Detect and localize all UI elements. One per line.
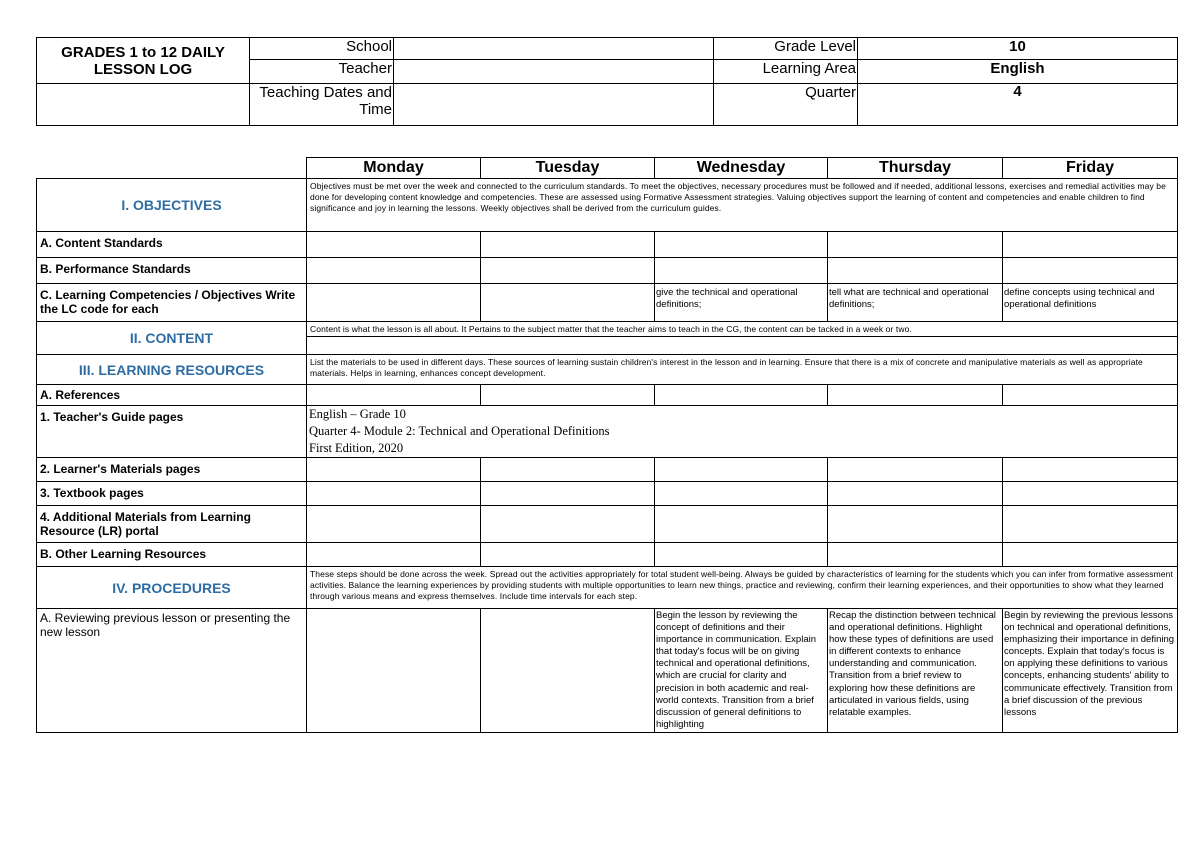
- performance-standards-label: B. Performance Standards: [37, 258, 307, 284]
- references-thu[interactable]: [828, 385, 1003, 406]
- additional-materials-fri[interactable]: [1003, 506, 1178, 543]
- learning-area-label: Learning Area: [714, 60, 858, 84]
- performance-standards-wed[interactable]: [655, 258, 828, 284]
- learning-resources-note: List the materials to be used in different days. These sources of learning sustain children's interest in the lesson and in learning. Ensure that there is a mix of concrete and manipulative materials as well as appropriate materials. Helps in learning, enhances concept development.: [307, 355, 1178, 385]
- other-resources-label: B. Other Learning Resources: [37, 543, 307, 567]
- competencies-thu[interactable]: tell what are technical and operational definitions;: [828, 284, 1003, 322]
- references-label: A. References: [37, 385, 307, 406]
- content-heading: II. CONTENT: [37, 322, 307, 355]
- day-monday: Monday: [307, 158, 481, 179]
- teachers-guide-pages[interactable]: [307, 406, 1178, 458]
- textbook-pages-fri[interactable]: [1003, 482, 1178, 506]
- references-wed[interactable]: [655, 385, 828, 406]
- teachers-guide-label: 1. Teacher's Guide pages: [37, 406, 307, 458]
- textbook-pages-mon[interactable]: [307, 482, 481, 506]
- additional-materials-tue[interactable]: [481, 506, 655, 543]
- content-standards-wed[interactable]: [655, 232, 828, 258]
- textbook-pages-thu[interactable]: [828, 482, 1003, 506]
- teacher-label: Teacher: [250, 60, 394, 84]
- teaching-dates-label: Teaching Dates and Time: [250, 84, 394, 126]
- quarter-label: Quarter: [714, 84, 858, 126]
- day-thursday: Thursday: [828, 158, 1003, 179]
- corner-blank: [37, 158, 307, 179]
- other-resources-mon[interactable]: [307, 543, 481, 567]
- content-standards-label: A. Content Standards: [37, 232, 307, 258]
- content-standards-fri[interactable]: [1003, 232, 1178, 258]
- lesson-log-title: GRADES 1 to 12 DAILY LESSON LOG: [37, 38, 250, 84]
- learners-materials-mon[interactable]: [307, 458, 481, 482]
- reviewing-lesson-fri[interactable]: Begin by reviewing the previous lessons on technical and operational definitions, emphasizing their importance in defining concepts. Explain that today's focus is on applying these definitions to various concepts, enhancing students' ability to communicate effectively. Transition from a brief discussion of the previous lessons: [1003, 609, 1178, 733]
- day-friday: Friday: [1003, 158, 1178, 179]
- textbook-pages-label: 3. Textbook pages: [37, 482, 307, 506]
- content-field[interactable]: [307, 337, 1178, 355]
- additional-materials-wed[interactable]: [655, 506, 828, 543]
- learners-materials-wed[interactable]: [655, 458, 828, 482]
- reviewing-lesson-tue[interactable]: [481, 609, 655, 733]
- competencies-label: C. Learning Competencies / Objectives Write the LC code for each: [37, 284, 307, 322]
- tg-line-module: Quarter 4- Module 2: Technical and Operational Definitions: [309, 424, 610, 438]
- quarter-value[interactable]: 4: [858, 84, 1178, 126]
- learning-resources-heading: III. LEARNING RESOURCES: [37, 355, 307, 385]
- reviewing-lesson-wed[interactable]: Begin the lesson by reviewing the concept of definitions and their importance in communication. Explain that today's focus will be on giving technical and operational definitions, which are crucial for clarity and precision in both academic and real-world contexts. Transition from a brief discussion of general definitions to highlighting: [655, 609, 828, 733]
- other-resources-tue[interactable]: [481, 543, 655, 567]
- grade-level-label: Grade Level: [714, 38, 858, 60]
- objectives-heading: I. OBJECTIVES: [37, 179, 307, 232]
- header-table: [36, 37, 1178, 126]
- references-tue[interactable]: [481, 385, 655, 406]
- day-wednesday: Wednesday: [655, 158, 828, 179]
- title-cell-continued: [37, 84, 250, 126]
- tg-line-grade: English – Grade 10: [309, 407, 406, 421]
- learners-materials-fri[interactable]: [1003, 458, 1178, 482]
- performance-standards-thu[interactable]: [828, 258, 1003, 284]
- additional-materials-mon[interactable]: [307, 506, 481, 543]
- other-resources-wed[interactable]: [655, 543, 828, 567]
- content-standards-thu[interactable]: [828, 232, 1003, 258]
- lesson-log-table: [36, 157, 1178, 733]
- textbook-pages-tue[interactable]: [481, 482, 655, 506]
- competencies-tue[interactable]: [481, 284, 655, 322]
- references-fri[interactable]: [1003, 385, 1178, 406]
- learners-materials-tue[interactable]: [481, 458, 655, 482]
- references-mon[interactable]: [307, 385, 481, 406]
- learners-materials-thu[interactable]: [828, 458, 1003, 482]
- school-label: School: [250, 38, 394, 60]
- performance-standards-mon[interactable]: [307, 258, 481, 284]
- learners-materials-label: 2. Learner's Materials pages: [37, 458, 307, 482]
- additional-materials-thu[interactable]: [828, 506, 1003, 543]
- tg-line-edition: First Edition, 2020: [309, 441, 404, 455]
- content-note: Content is what the lesson is all about. It Pertains to the subject matter that the teacher aims to teach in the CG, the content can be tacked in a week or two.: [307, 322, 1178, 337]
- objectives-note: Objectives must be met over the week and connected to the curriculum standards. To meet the objectives, necessary procedures must be followed and if needed, additional lessons, exercises and remedial activities may be done for developing content knowledge and competencies. These are assessed using Formative Assessment strategies. Valuing objectives support the learning of content and competencies and enable children to find significance and joy in learning the lessons. Weekly objectives shall be derived from the curriculum guides.: [307, 179, 1178, 232]
- content-standards-tue[interactable]: [481, 232, 655, 258]
- grade-level-value[interactable]: 10: [858, 38, 1178, 60]
- textbook-pages-wed[interactable]: [655, 482, 828, 506]
- additional-materials-label: 4. Additional Materials from Learning Resource (LR) portal: [37, 506, 307, 543]
- competencies-mon[interactable]: [307, 284, 481, 322]
- content-standards-mon[interactable]: [307, 232, 481, 258]
- competencies-fri[interactable]: define concepts using technical and operational definitions: [1003, 284, 1178, 322]
- performance-standards-tue[interactable]: [481, 258, 655, 284]
- teacher-field[interactable]: [394, 60, 714, 84]
- day-tuesday: Tuesday: [481, 158, 655, 179]
- procedures-note: These steps should be done across the week. Spread out the activities appropriately for total student well-being. Always be guided by characteristics of learning for the students which you can infer from formative assessment activities. Balance the learning experiences by providing students with multiple opportunities to learn new things, practice and reviewing, confirm their learning experiences, and their opportunities to show what they learned through various means and express themselves. Include time intervals for each step.: [307, 567, 1178, 609]
- learning-area-value[interactable]: English: [858, 60, 1178, 84]
- procedures-heading: IV. PROCEDURES: [37, 567, 307, 609]
- reviewing-lesson-mon[interactable]: [307, 609, 481, 733]
- teaching-dates-field[interactable]: [394, 84, 714, 126]
- school-field[interactable]: [394, 38, 714, 60]
- reviewing-lesson-label: A. Reviewing previous lesson or presenting the new lesson: [37, 609, 307, 733]
- performance-standards-fri[interactable]: [1003, 258, 1178, 284]
- other-resources-fri[interactable]: [1003, 543, 1178, 567]
- competencies-wed[interactable]: give the technical and operational definitions;: [655, 284, 828, 322]
- other-resources-thu[interactable]: [828, 543, 1003, 567]
- reviewing-lesson-thu[interactable]: Recap the distinction between technical and operational definitions. Highlight how these types of definitions are used in different contexts to enhance understanding and communication. Transition from a brief review to exploring how these definitions are articulated in various fields, using relatable examples.: [828, 609, 1003, 733]
